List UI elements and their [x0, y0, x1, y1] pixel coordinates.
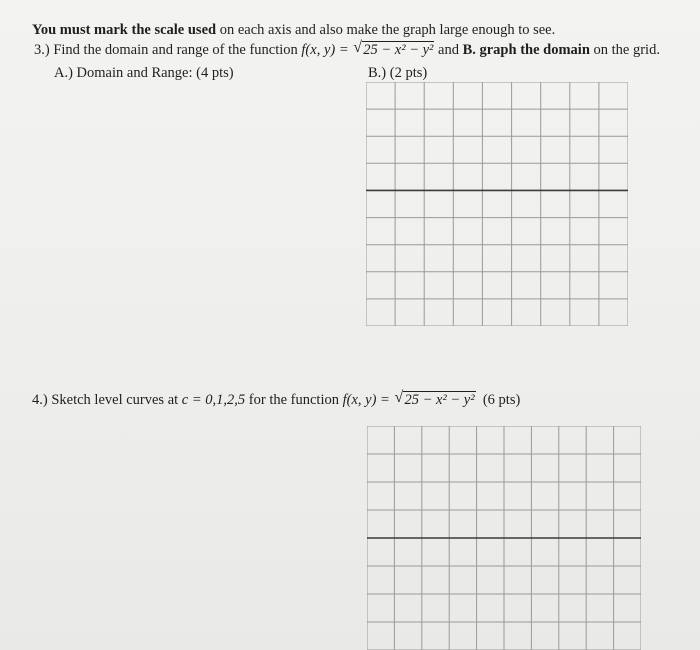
graph-grid-level-curves[interactable] — [367, 426, 641, 650]
question-4-text: Sketch level curves at — [51, 392, 182, 408]
question-3-radical — [353, 41, 434, 59]
question-3-number: 3.) — [34, 42, 50, 58]
question-4-points: (6 pts) — [482, 392, 521, 408]
question-3-radicand: 25 − x² − y² — [363, 42, 434, 58]
question-3-function-lhs: f(x, y) = — [301, 42, 353, 58]
question-4-radicand: 25 − x² − y² — [404, 392, 475, 408]
radical-sign-icon: √ — [394, 389, 404, 406]
question-4-function-lhs: f(x, y) = — [342, 392, 394, 408]
question-4-middle: for the function — [245, 392, 343, 408]
question-4 — [32, 391, 520, 409]
radical-sign-icon: √ — [353, 39, 363, 56]
question-3-bold: B. graph the domain — [462, 42, 590, 58]
instruction-line — [32, 21, 555, 39]
instruction-bold: You must mark the scale used — [32, 22, 217, 38]
question-3-part-b: B.) (2 pts) — [368, 65, 428, 81]
question-3 — [34, 41, 660, 59]
question-3-text: Find the domain and range of the function — [53, 42, 302, 58]
graph-grid-domain[interactable] — [366, 82, 628, 326]
question-3-tail: on the grid. — [589, 42, 660, 58]
question-4-number: 4.) — [32, 392, 48, 408]
instruction-rest: on each axis and also make the graph large enough to see. — [216, 22, 556, 38]
question-4-c-values: c = 0,1,2,5 — [181, 392, 246, 408]
question-3-and: and — [434, 42, 463, 58]
question-4-radical — [394, 391, 475, 409]
question-3-part-a: A.) Domain and Range: (4 pts) — [54, 65, 234, 81]
